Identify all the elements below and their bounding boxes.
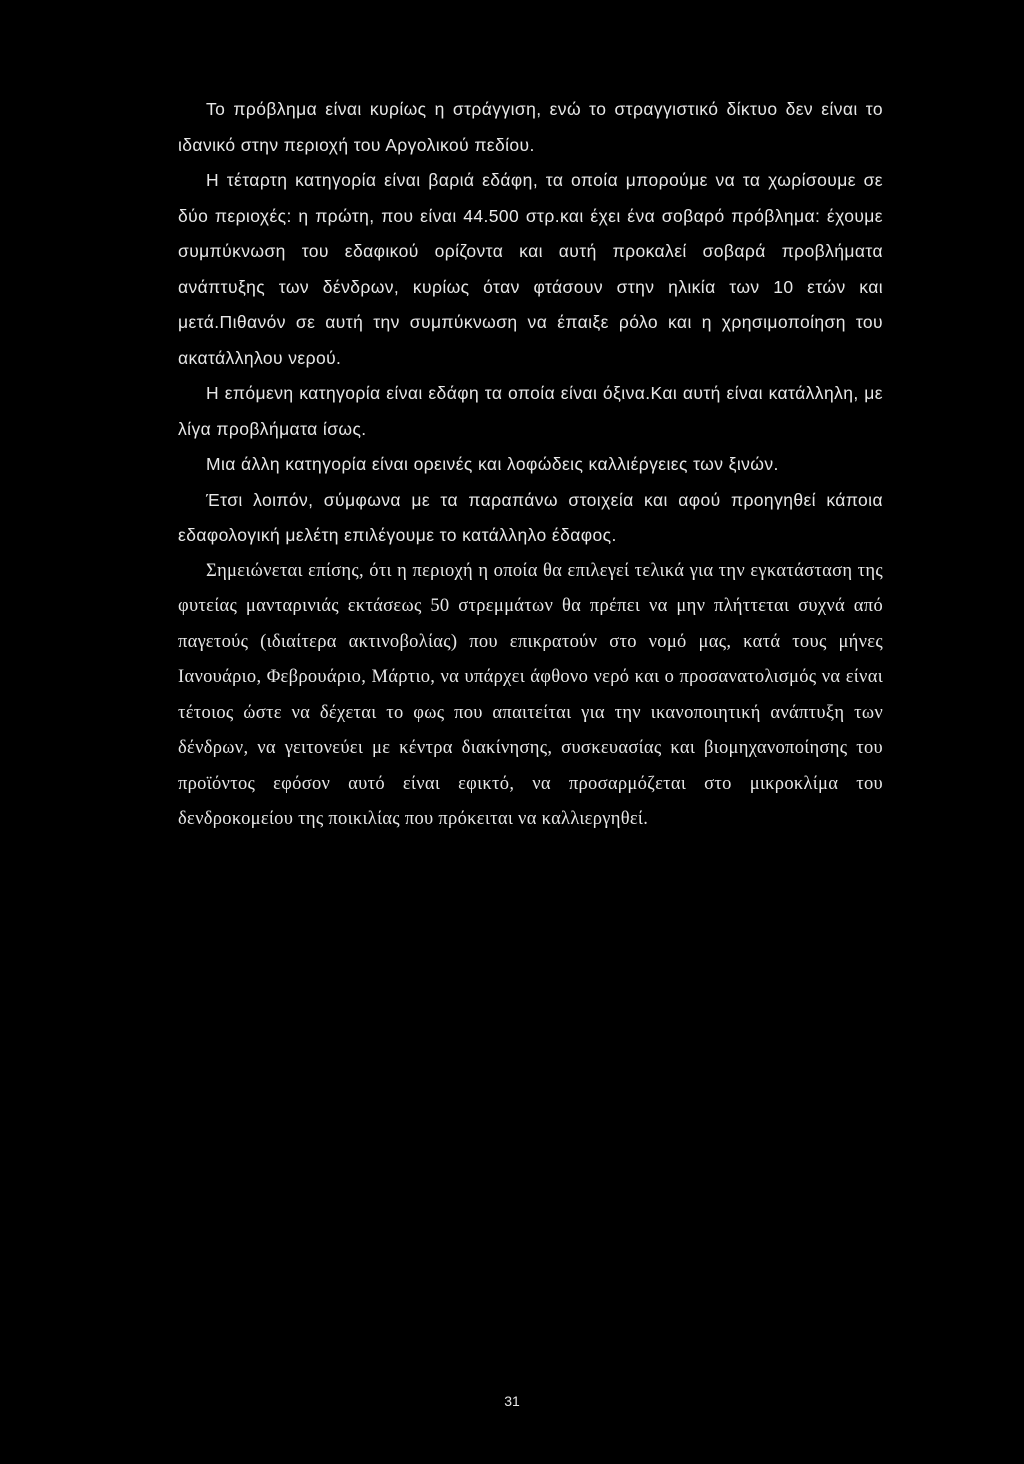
paragraph-drainage-problem: Το πρόβλημα είναι κυρίως η στράγγιση, ενώ το στραγγιστικό δίκτυο δεν είναι το ιδανικό στην περιοχή του Αργολικού πεδίου. <box>178 99 883 155</box>
page-number: 31 <box>504 1393 520 1409</box>
body-text <box>178 92 883 838</box>
paragraph-acidic-soils: Η επόμενη κατηγορία είναι εδάφη τα οποία είναι όξινα.Και αυτή είναι κατάλληλη, με λίγα προβλήματα ίσως. <box>178 383 883 439</box>
paragraph-soil-selection: Έτσι λοιπόν, σύμφωνα με τα παραπάνω στοιχεία και αφού προηγηθεί κάποια εδαφολογική μελέτη επιλέγουμε το κατάλληλο έδαφος. <box>178 489 883 545</box>
paragraph-heavy-soils: Η τέταρτη κατηγορία είναι βαριά εδάφη, τα οποία μπορούμε να τα χωρίσουμε σε δύο περιοχές: η πρώτη, που είναι 44.500 στρ.και έχει ένα σοβαρό πρόβλημα: έχουμε συμπύκνωση του εδαφικού ορίζοντα και αυτή προκαλεί σοβαρά προβλήματα ανάπτυξης των δένδρων, κυρίως όταν φτάσουν στην ηλικία των 10 ετών και μετά.Πιθανόν σε αυτή την συμπύκνωση να έπαιξε ρόλο και η χρησιμοποίηση του ακατάλληλου νερού. <box>178 170 883 368</box>
paragraph-mountain-cultivations: Μια άλλη κατηγορία είναι ορεινές και λοφώδεις καλλιέργειες των ξινών. <box>206 454 779 474</box>
paragraph-site-requirements: Σημειώνεται επίσης, ότι η περιοχή η οποία θα επιλεγεί τελικά για την εγκατάσταση της φυτείας μανταρινιάς εκτάσεως 50 στρεμμάτων θα πρέπει να μην πλήττεται συχνά από παγετούς (ιδιαίτερα ακτινοβολίας) που επικρατούν στο νομό μας, κατά τους μήνες Ιανουάριο, Φεβρουάριο, Μάρτιο, να υπάρχει άφθονο νερό και ο προσανατολισμός να είναι τέτοιος ώστε να δέχεται το φως που απαιτείται για την ικανοποιητική ανάπτυξη των δένδρων, να γειτονεύει με κέντρα διακίνησης, συσκευασίας και βιομηχανοποίησης του προϊόντος εφόσον αυτό είναι εφικτό, να προσαρμόζεται στο μικροκλίμα του δενδροκομείου της ποικιλίας που πρόκειται να καλλιεργηθεί. <box>178 560 883 829</box>
